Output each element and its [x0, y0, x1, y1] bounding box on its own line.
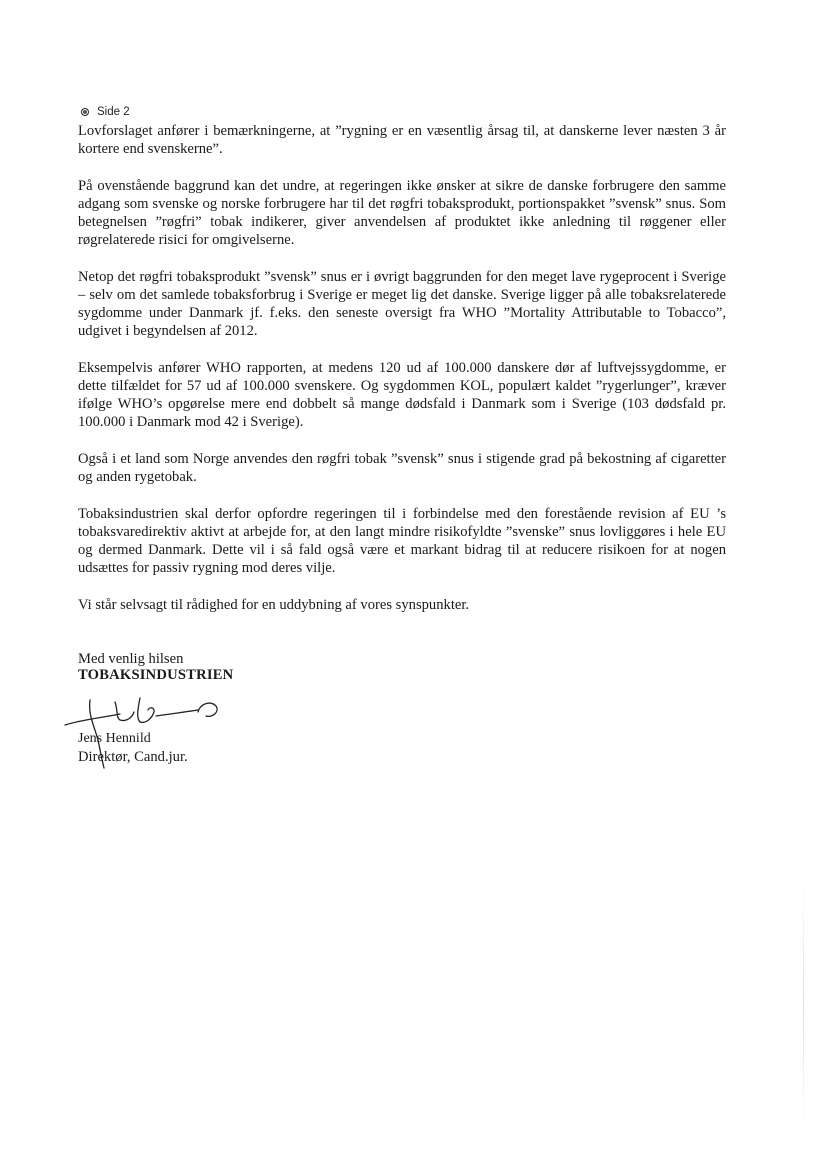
paragraph: Tobaksindustrien skal derfor opfordre regeringen til i forbindelse med den forestående revision af EU ’s tobaksvaredirektiv aktivt at arbejde for, at den langt mindre risikofyldte ”svenske” snus lovliggøres i hele EU og dermed Danmark. Dette vil i så fald også være et markant bidrag til at reducere risikoen for at nogen udsættes for passiv rygning mod deres vilje.	[78, 506, 726, 576]
signer-title: Direktør, Cand.jur.	[78, 749, 188, 765]
paragraph: Vi står selvsagt til rådighed for en uddybning af vores synspunkter.	[78, 597, 470, 613]
paragraph: På ovenstående baggrund kan det undre, at regeringen ikke ønsker at sikre de danske forbrugere den samme adgang som svenske og norske forbrugere har til det røgfri tobaksprodukt, portionspakket ”svensk” snus. Som betegnelsen ”røgfri” tobak indikerer, giver anvendelsen af produktet ikke anledning til røggener eller røgrelaterede risici for omgivelserne.	[78, 178, 726, 248]
bullet-icon	[81, 108, 89, 116]
page-marker	[81, 106, 130, 118]
company-name: TOBAKSINDUSTRIEN	[78, 667, 234, 683]
paragraph: Netop det røgfri tobaksprodukt ”svensk” snus er i øvrigt baggrunden for den meget lave rygeprocent i Sverige – selv om det samlede tobaksforbrug i Sverige er meget lig det danske. Sverige ligger på alle tobaksrelaterede sygdomme under Danmark jf. f.eks. den seneste oversigt fra WHO ”Mortality Attributable to Tobacco”, udgivet i begyndelsen af 2012.	[78, 269, 726, 339]
letter-body	[78, 122, 726, 633]
paragraph: Eksempelvis anfører WHO rapporten, at medens 120 ud af 100.000 danskere dør af luftvejssygdomme, er dette tilfældet for 57 ud af 100.000 svenskere. Og sygdommen KOL, populært kaldet ”rygerlunger”, kræver ifølge WHO’s opgørelse mere end dobbelt så mange dødsfald i Danmark som i Sverige (103 dødsfald pr. 100.000 i Danmark mod 42 i Sverige).	[78, 360, 726, 430]
page-number-label: Side 2	[97, 106, 130, 118]
paragraph: Lovforslaget anfører i bemærkningerne, at ”rygning er en væsentlig årsag til, at danskerne lever næsten 3 år kortere end svenskerne”.	[78, 123, 726, 157]
paragraph: Også i et land som Norge anvendes den røgfri tobak ”svensk” snus i stigende grad på bekostning af cigaretter og anden rygetobak.	[78, 451, 726, 485]
signer-name: Jens Hennild	[78, 731, 151, 746]
closing-greeting: Med venlig hilsen	[78, 651, 184, 667]
scan-edge-shadow	[803, 880, 804, 1130]
